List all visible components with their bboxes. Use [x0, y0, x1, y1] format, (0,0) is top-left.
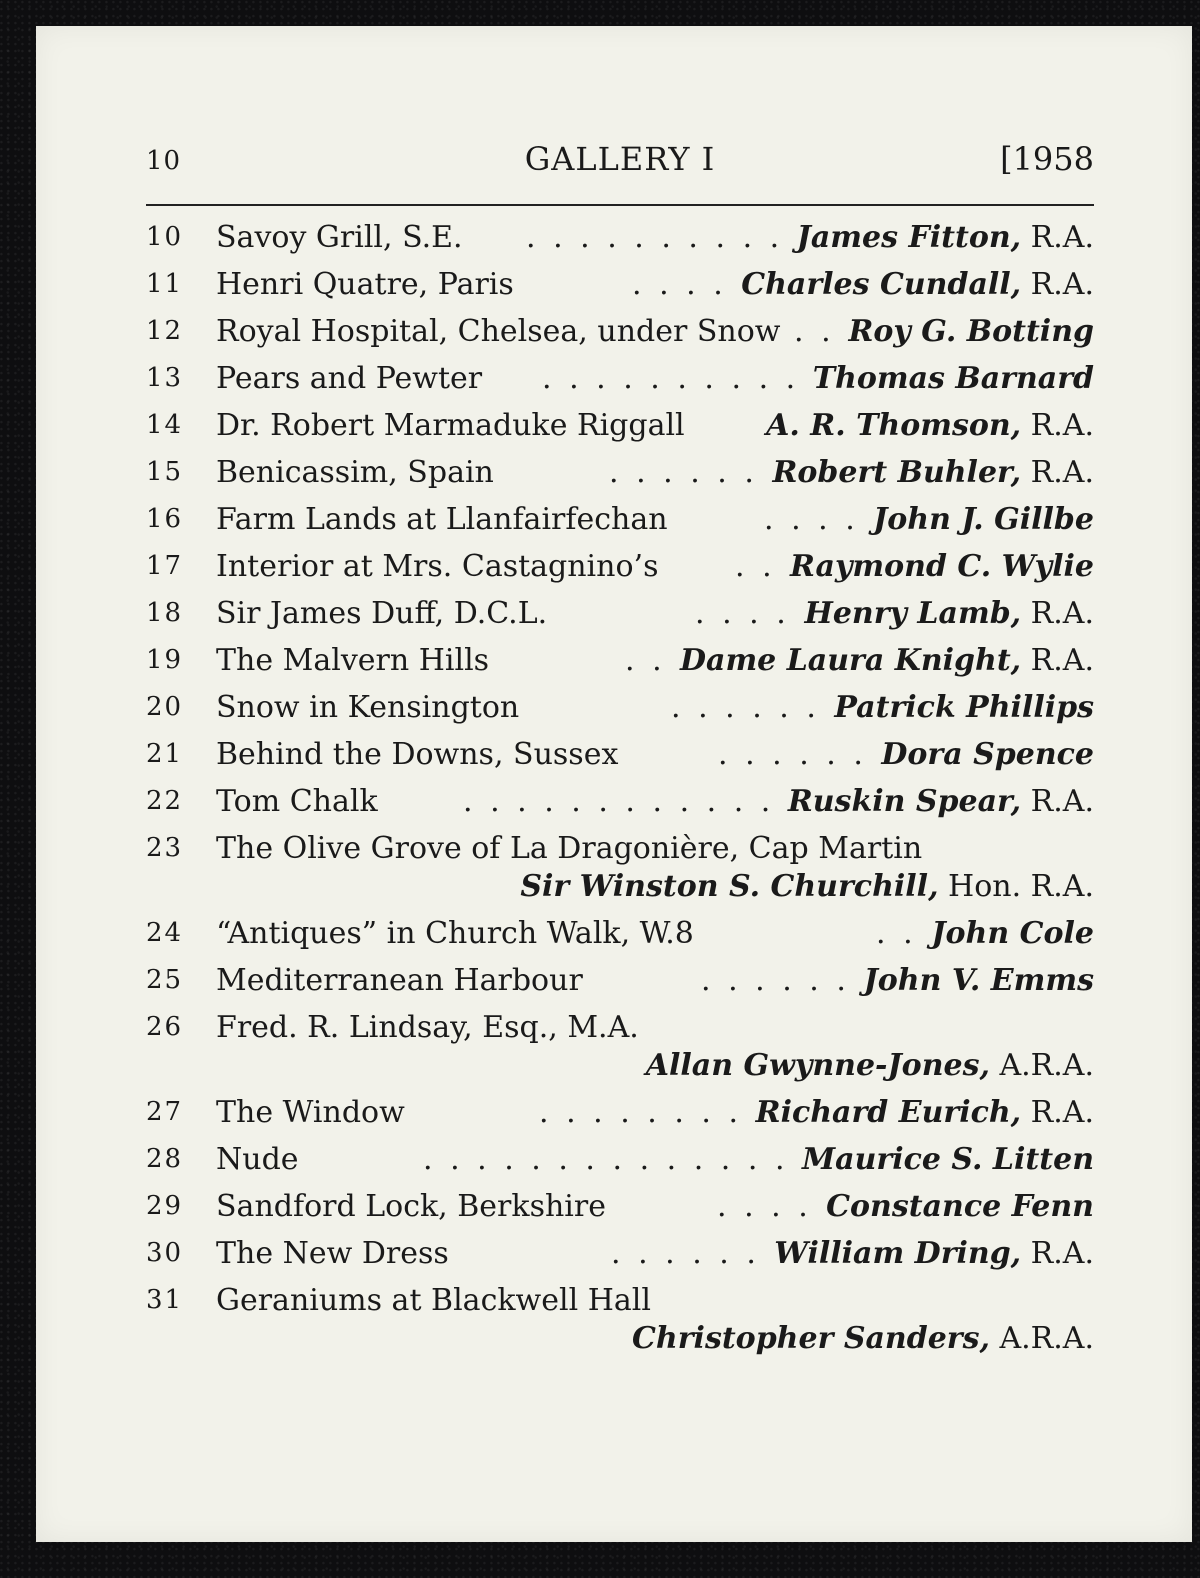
entry-title: Tom Chalk	[216, 784, 378, 819]
artist-name: Henry Lamb,	[804, 596, 1022, 631]
catalogue-entry	[146, 1183, 1094, 1230]
catalogue-entry	[146, 1136, 1094, 1183]
artist-honour: R.A.	[1021, 220, 1094, 255]
artist-name: Constance Fenn	[826, 1189, 1094, 1224]
entry-artist	[766, 402, 1094, 449]
entry-artist	[646, 1042, 1094, 1089]
entry-number: 26	[146, 1012, 184, 1042]
entry-title: Fred. R. Lindsay, Esq., M.A.	[216, 1010, 639, 1045]
entry-number: 11	[146, 269, 184, 299]
catalogue-entry	[146, 214, 1094, 261]
header-rule	[146, 204, 1094, 206]
entry-number: 21	[146, 739, 184, 769]
entry-title: Geraniums at Blackwell Hall	[216, 1283, 651, 1318]
catalogue-entry	[146, 778, 1094, 825]
entry-title: Benicassim, Spain	[216, 455, 494, 490]
catalogue-entry	[146, 449, 1094, 496]
artist-honour: R.A.	[1021, 408, 1094, 443]
entry-number: 29	[146, 1191, 184, 1221]
entry-title: “Antiques” in Church Walk, W.8	[216, 916, 694, 951]
entry-title: Royal Hospital, Chelsea, under Snow	[216, 314, 781, 349]
entry-title: Nude	[216, 1142, 299, 1177]
entry-title: Pears and Pewter	[216, 361, 483, 396]
artist-name: John V. Emms	[863, 963, 1094, 998]
dot-leader: . . . . . .	[718, 737, 867, 772]
entry-number: 10	[146, 222, 184, 252]
artist-name: John J. Gillbe	[873, 502, 1094, 537]
entry-title: The New Dress	[216, 1236, 449, 1271]
year-label: [1958	[1000, 140, 1094, 178]
entry-title: Sir James Duff, D.C.L.	[216, 596, 548, 631]
dot-leader: . . . .	[717, 1189, 812, 1224]
entry-title: Behind the Downs, Sussex	[216, 737, 619, 772]
entry-title: Sandford Lock, Berkshire	[216, 1189, 606, 1224]
artist-name: Charles Cundall,	[741, 267, 1022, 302]
catalogue-list	[146, 214, 1094, 1362]
page-number: 10	[146, 146, 182, 176]
catalogue-entry	[146, 1230, 1094, 1277]
entry-artist	[772, 449, 1094, 496]
entry-artist	[741, 261, 1094, 308]
artist-name: Raymond C. Wylie	[789, 549, 1094, 584]
artist-name: Sir Winston S. Churchill,	[520, 869, 939, 904]
catalogue-entry	[146, 496, 1094, 543]
entry-number: 25	[146, 965, 184, 995]
catalogue-entry	[146, 637, 1094, 684]
entry-title: Dr. Robert Marmaduke Riggall	[216, 408, 685, 443]
entry-number: 30	[146, 1238, 184, 1268]
entry-artist	[873, 496, 1094, 543]
entry-title: Henri Quatre, Paris	[216, 267, 514, 302]
entry-artist	[813, 355, 1094, 402]
catalogue-entry	[146, 731, 1094, 778]
artist-name: Ruskin Spear,	[787, 784, 1022, 819]
entry-number: 17	[146, 551, 184, 581]
catalogue-entry	[146, 355, 1094, 402]
entry-artist	[790, 543, 1094, 590]
entry-artist	[520, 863, 1094, 910]
artist-honour: R.A.	[1021, 596, 1094, 631]
artist-honour: R.A.	[1021, 784, 1094, 819]
artist-honour: R.A.	[1021, 267, 1094, 302]
entry-artist	[632, 1315, 1094, 1362]
entry-title: Snow in Kensington	[216, 690, 520, 725]
artist-name: Dame Laura Knight,	[679, 643, 1022, 678]
page-title: GALLERY I	[524, 140, 716, 178]
artist-name: Dora Spence	[881, 737, 1094, 772]
entry-number: 14	[146, 410, 184, 440]
entry-artist	[805, 590, 1095, 637]
dot-leader: . . . . . .	[671, 690, 820, 725]
artist-name: Richard Eurich,	[755, 1095, 1022, 1130]
dot-leader: . .	[625, 643, 666, 678]
catalogue-entry	[146, 1277, 1094, 1362]
dot-leader: . . . . . .	[611, 1236, 760, 1271]
dot-leader: . . . . . . . .	[539, 1095, 743, 1130]
entry-artist	[788, 778, 1094, 825]
entry-title: The Malvern Hills	[216, 643, 490, 678]
dot-leader: . . . .	[632, 267, 727, 302]
catalogue-entry	[146, 1004, 1094, 1089]
catalogue-entry	[146, 1089, 1094, 1136]
dot-leader: . . . .	[764, 502, 859, 537]
dot-leader: . . . .	[695, 596, 790, 631]
catalogue-entry	[146, 684, 1094, 731]
dot-leader: . . . . . . . . . .	[526, 220, 784, 255]
entry-title: Savoy Grill, S.E.	[216, 220, 463, 255]
artist-honour: Hon. R.A.	[938, 869, 1094, 904]
entry-number: 15	[146, 457, 184, 487]
artist-honour: R.A.	[1021, 1095, 1094, 1130]
dot-leader: . . . . . . . . . .	[542, 361, 800, 396]
artist-name: Maurice S. Litten	[801, 1142, 1094, 1177]
entry-number: 12	[146, 316, 184, 346]
entry-number: 18	[146, 598, 184, 628]
entry-artist	[797, 214, 1094, 261]
entry-title: Farm Lands at Llanfairfechan	[216, 502, 668, 537]
artist-name: Patrick Phillips	[834, 690, 1094, 725]
artist-name: John Cole	[931, 916, 1094, 951]
catalogue-entry	[146, 308, 1094, 355]
entry-number: 24	[146, 918, 184, 948]
entry-artist	[826, 1183, 1094, 1230]
entry-artist	[680, 637, 1094, 684]
entry-artist	[834, 684, 1094, 731]
artist-name: Allan Gwynne-Jones,	[645, 1048, 990, 1083]
entry-title: The Olive Grove of La Dragonière, Cap Martin	[216, 831, 923, 866]
entry-title: The Window	[216, 1095, 405, 1130]
running-header	[146, 140, 1094, 190]
artist-honour: R.A.	[1021, 643, 1094, 678]
entry-title: Mediterranean Harbour	[216, 963, 583, 998]
entry-title: Interior at Mrs. Castagnino’s	[216, 549, 659, 584]
artist-honour: A.R.A.	[989, 1048, 1094, 1083]
entry-number: 20	[146, 692, 184, 722]
catalogue-entry	[146, 590, 1094, 637]
entry-artist	[864, 957, 1094, 1004]
dot-leader: . . . . . .	[609, 455, 758, 490]
catalogue-entry	[146, 825, 1094, 910]
artist-name: Robert Buhler,	[772, 455, 1022, 490]
catalogue-entry	[146, 543, 1094, 590]
entry-number: 28	[146, 1144, 184, 1174]
entry-artist	[802, 1136, 1094, 1183]
dot-leader: . .	[794, 314, 835, 349]
entry-number: 13	[146, 363, 184, 393]
artist-honour: R.A.	[1021, 1236, 1094, 1271]
entry-number: 27	[146, 1097, 184, 1127]
artist-name: Roy G. Botting	[848, 314, 1094, 349]
dot-leader: . .	[735, 549, 776, 584]
catalogue-entry	[146, 261, 1094, 308]
artist-name: James Fitton,	[796, 220, 1022, 255]
artist-honour: R.A.	[1021, 455, 1094, 490]
dot-leader: . .	[876, 916, 917, 951]
artist-name: William Dring,	[774, 1236, 1022, 1271]
entry-number: 31	[146, 1285, 184, 1315]
entry-number: 22	[146, 786, 184, 816]
entry-number: 19	[146, 645, 184, 675]
artist-honour: A.R.A.	[989, 1321, 1094, 1356]
entry-artist	[881, 731, 1094, 778]
artist-name: A. R. Thomson,	[766, 408, 1022, 443]
catalogue-entry	[146, 957, 1094, 1004]
entry-artist	[848, 308, 1094, 355]
entry-artist	[756, 1089, 1094, 1136]
dot-leader: . . . . . . . . . . . .	[463, 784, 775, 819]
entry-artist	[774, 1230, 1094, 1277]
artist-name: Christopher Sanders,	[632, 1321, 990, 1356]
dot-leader: . . . . . .	[701, 963, 850, 998]
catalogue-entry	[146, 402, 1094, 449]
entry-artist	[931, 910, 1094, 957]
entry-number: 23	[146, 833, 184, 863]
dot-leader: . . . . . . . . . . . . . .	[423, 1142, 789, 1177]
artist-name: Thomas Barnard	[812, 361, 1094, 396]
catalogue-entry	[146, 910, 1094, 957]
entry-number: 16	[146, 504, 184, 534]
